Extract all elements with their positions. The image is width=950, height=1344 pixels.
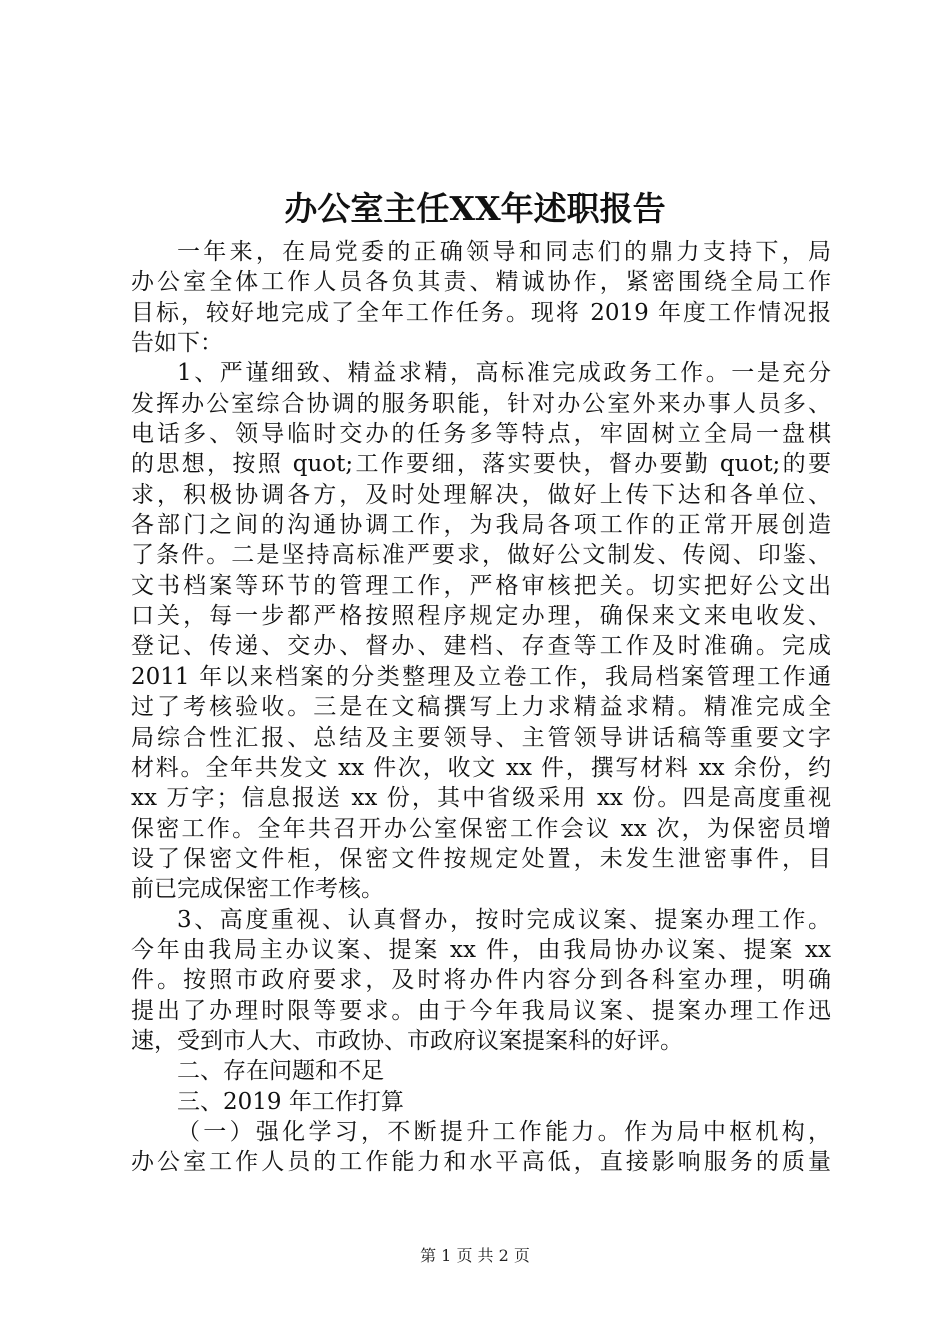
body-line: 过了考核验收。三是在文稿撰写上力求精益求精。精准完成全 [131,694,831,721]
document-body [131,237,831,1178]
body-line: 电话多、领导临时交办的任务多等特点，牢固树立全局一盘棋 [131,421,831,448]
body-line: 告如下： [131,330,223,357]
body-line: （一）强化学习，不断提升工作能力。作为局中枢机构， [177,1118,831,1145]
body-line: 局综合性汇报、总结及主要领导、主管领导讲话稿等重要文字 [131,724,831,751]
body-line: 办公室全体工作人员各负其责、精诚协作，紧密围绕全局工作 [131,269,831,296]
body-line: 登记、传递、交办、督办、建档、存查等工作及时准确。完成 [131,633,831,660]
body-line: 文书档案等环节的管理工作，严格审核把关。切实把好公文出 [131,572,831,599]
body-line: 办公室工作人员的工作能力和水平高低，直接影响服务的质量 [131,1149,831,1176]
section-heading: 三、2019 年工作打算 [177,1088,404,1115]
body-line: 了条件。二是坚持高标准严要求，做好公文制发、传阅、印鉴、 [131,542,831,569]
body-line: 发挥办公室综合协调的服务职能，针对办公室外来办事人员多、 [131,390,831,417]
body-line: 3、高度重视、认真督办，按时完成议案、提案办理工作。 [177,906,831,933]
body-line: 1、严谨细致、精益求精，高标准完成政务工作。一是充分 [177,360,831,387]
body-line: 口关，每一步都严格按照程序规定办理，确保来文来电收发、 [131,603,831,630]
body-line: 一年来，在局党委的正确领导和同志们的鼎力支持下，局 [177,239,831,265]
body-line: 设了保密文件柜，保密文件按规定处置，未发生泄密事件，目 [131,845,831,872]
body-line: 件。按照市政府要求，及时将办件内容分到各科室办理，明确 [131,967,831,994]
section-heading: 二、存在问题和不足 [177,1058,384,1085]
body-line: 前已完成保密工作考核。 [131,876,384,903]
document-title: 办公室主任XX年述职报告 [284,189,666,228]
body-line: 目标，较好地完成了全年工作任务。现将 2019 年度工作情况报 [131,299,831,326]
body-line: 保密工作。全年共召开办公室保密工作会议 xx 次，为保密员增 [131,815,831,842]
body-line: 提出了办理时限等要求。由于今年我局议案、提案办理工作迅 [131,997,831,1024]
body-line: 的思想，按照 quot;工作要细，落实要快，督办要勤 quot;的要 [131,451,831,478]
body-line: 求，积极协调各方，及时处理解决，做好上传下达和各单位、 [131,481,831,508]
body-line: 今年由我局主办议案、提案 xx 件，由我局协办议案、提案 xx [131,936,831,963]
body-line: 材料。全年共发文 xx 件次，收文 xx 件，撰写材料 xx 余份，约 [131,754,831,781]
body-line: xx 万字；信息报送 xx 份，其中省级采用 xx 份。四是高度重视 [131,785,831,812]
body-line: 2011 年以来档案的分类整理及立卷工作，我局档案管理工作通 [131,663,831,690]
page-footer: 第 1 页 共 2 页 [420,1246,530,1265]
body-line: 速，受到市人大、市政协、市政府议案提案科的好评。 [131,1027,683,1054]
body-line: 各部门之间的沟通协调工作，为我局各项工作的正常开展创造 [131,512,831,539]
